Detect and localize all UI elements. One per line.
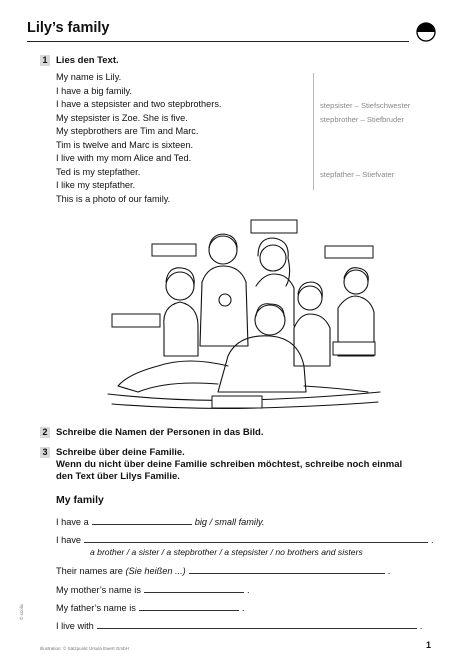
story-line: I live with my mom Alice and Ted. <box>56 153 192 163</box>
answer-blank[interactable] <box>144 583 244 593</box>
row-father: My father’s name is . <box>56 603 245 613</box>
task-instruction: Lies den Text. <box>56 55 119 66</box>
row-options: big / small family. <box>194 517 265 527</box>
vocab-stepfather: stepfather – Stiefvater <box>320 170 395 179</box>
task-number: 1 <box>40 55 50 66</box>
task-instruction: Schreibe die Namen der Personen in das Bild. <box>56 427 264 438</box>
story-line: This is a photo of our family. <box>56 193 171 204</box>
side-credit: © scolix <box>19 604 24 620</box>
task-instruction: Schreibe über deine Familie. <box>56 447 185 458</box>
row-siblings: I have . <box>56 535 434 545</box>
label-box[interactable] <box>333 342 375 355</box>
label-box[interactable] <box>112 314 160 327</box>
answer-blank[interactable] <box>139 601 239 611</box>
story-text <box>56 71 221 206</box>
family-illustration <box>98 216 388 412</box>
title-divider <box>27 41 409 42</box>
page-title: Lily’s family <box>27 20 110 36</box>
row-label: Their names are <box>56 566 123 576</box>
story-line: My stepsister is Zoe. She is five. <box>56 112 188 123</box>
task-2-heading <box>40 427 263 439</box>
row-label: My mother’s name is <box>56 585 141 595</box>
story-line: Tim is twelve and Marc is sixteen. <box>56 139 194 150</box>
answer-blank[interactable] <box>84 533 428 543</box>
task-3-heading <box>40 447 402 483</box>
row-label: I live with <box>56 621 94 631</box>
page-number: 1 <box>426 640 432 650</box>
vocab-divider <box>313 73 314 190</box>
answer-blank[interactable] <box>92 515 192 525</box>
row-mother: My mother’s name is . <box>56 585 250 595</box>
vocab-stepbrother: stepbrother – Stiefbruder <box>320 115 405 124</box>
task-number: 2 <box>40 427 50 438</box>
row-family-size <box>56 515 264 527</box>
vocab-stepsister: stepsister – Stiefschwester <box>320 101 411 110</box>
story-line: I have a stepsister and two stepbrothers. <box>56 99 222 109</box>
row-label: I have a <box>56 517 89 527</box>
story-line: My stepbrothers are Tim and Marc. <box>56 126 199 136</box>
row-live-with: I live with . <box>56 621 423 631</box>
task-number: 3 <box>40 447 50 458</box>
task-1-heading <box>40 55 119 67</box>
siblings-options: a brother / a sister / a stepbrother / a stepsister / no brothers and sisters <box>90 547 363 557</box>
story-line: My name is Lily. <box>56 72 122 82</box>
answer-blank[interactable] <box>189 564 385 574</box>
label-box[interactable] <box>212 396 262 408</box>
story-line: I have a big family. <box>56 85 132 96</box>
task-instruction-line2: Wenn du nicht über deine Familie schreiben möchtest, schreibe noch einmal <box>56 459 403 470</box>
answer-blank[interactable] <box>97 619 417 629</box>
task-instruction-line3: den Text über Lilys Familie. <box>56 471 180 482</box>
row-label: I have <box>56 535 82 545</box>
label-box[interactable] <box>325 246 373 258</box>
row-hint: (Sie heißen ...) <box>125 566 186 576</box>
level-half-circle-icon <box>416 22 436 42</box>
label-box[interactable] <box>152 244 196 256</box>
row-names: Their names are (Sie heißen ...) . <box>56 566 391 576</box>
label-box[interactable] <box>251 220 297 233</box>
row-label: My father’s name is <box>56 603 136 613</box>
story-line: Ted is my stepfather. <box>56 166 141 177</box>
story-line: I like my stepfather. <box>56 180 136 190</box>
illustration-credit: Illustration: © Satzpunkt Ursula Ewert GmbH <box>40 646 129 651</box>
my-family-heading: My family <box>56 494 104 506</box>
